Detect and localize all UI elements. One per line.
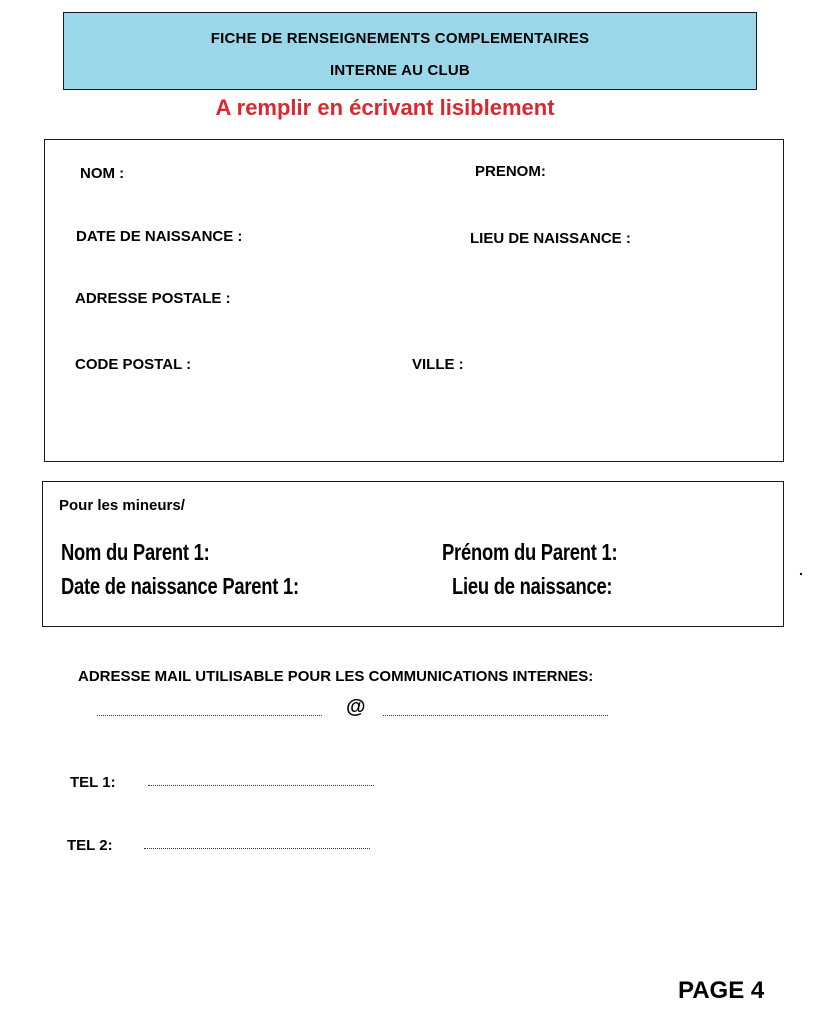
- ville-label: VILLE :: [412, 356, 464, 373]
- minors-section: [42, 481, 784, 627]
- at-sign: @: [346, 696, 366, 718]
- page-number: PAGE 4: [678, 977, 765, 1004]
- form-subtitle: INTERNE AU CLUB: [330, 62, 470, 79]
- stray-mark: .: [799, 562, 803, 578]
- prenom-label: PRENOM:: [475, 163, 546, 180]
- nom-label: NOM :: [80, 165, 125, 182]
- identity-section: [44, 139, 784, 462]
- tel1-label: TEL 1:: [70, 774, 116, 791]
- date-parent-label: Date de naissance Parent 1:: [61, 573, 299, 599]
- date-naissance-label: DATE DE NAISSANCE :: [76, 228, 243, 245]
- minors-title: Pour les mineurs/: [59, 497, 185, 514]
- lieu-parent-label: Lieu de naissance:: [452, 573, 613, 599]
- nom-parent-label: Nom du Parent 1:: [61, 539, 210, 565]
- header-banner: [63, 12, 757, 90]
- lieu-naissance-label: LIEU DE NAISSANCE :: [470, 230, 631, 247]
- tel2-field[interactable]: [144, 848, 370, 849]
- tel1-field[interactable]: [148, 785, 374, 786]
- email-local-field[interactable]: [97, 715, 322, 716]
- email-domain-field[interactable]: [383, 715, 608, 716]
- fill-instruction: A remplir en écrivant lisiblement: [215, 95, 555, 120]
- email-title: ADRESSE MAIL UTILISABLE POUR LES COMMUNICATIONS INTERNES:: [78, 668, 594, 685]
- adresse-label: ADRESSE POSTALE :: [75, 290, 231, 307]
- form-title: FICHE DE RENSEIGNEMENTS COMPLEMENTAIRES: [210, 30, 590, 47]
- tel2-label: TEL 2:: [67, 837, 113, 854]
- code-postal-label: CODE POSTAL :: [75, 356, 192, 373]
- prenom-parent-label: Prénom du Parent 1:: [442, 539, 618, 565]
